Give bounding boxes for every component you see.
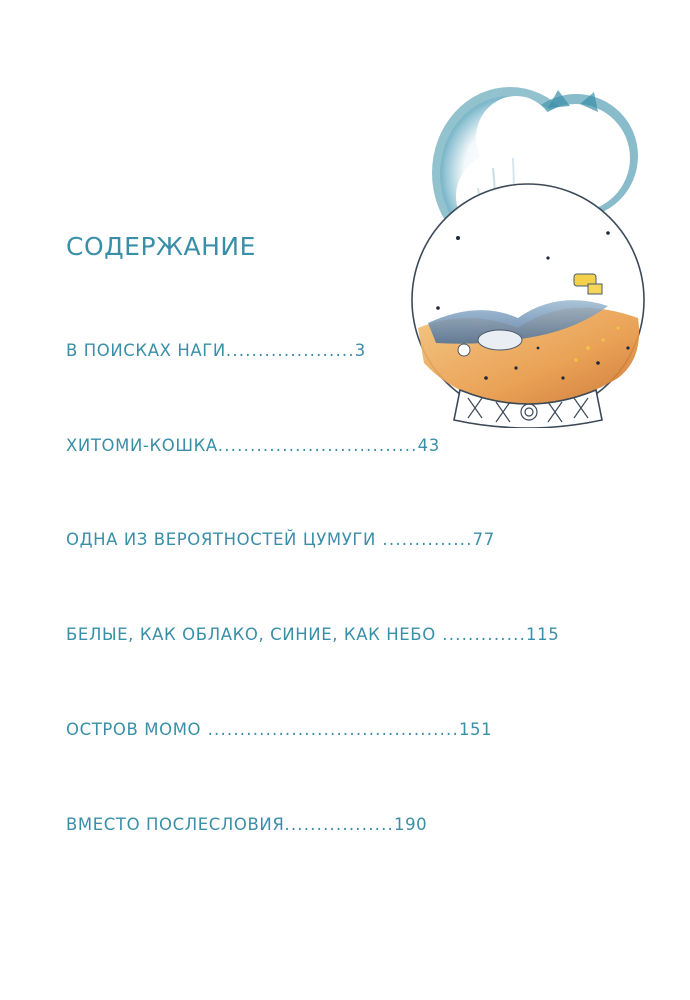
toc-entry[interactable] <box>66 815 427 834</box>
toc-entry-page: 190 <box>393 815 428 834</box>
toc-entry-page: 3 <box>354 341 366 360</box>
toc-entry[interactable] <box>66 720 492 739</box>
toc-entry-dots: ....................................... <box>201 720 459 739</box>
toc-entry[interactable] <box>66 436 440 455</box>
toc-entry-page: 151 <box>458 720 493 739</box>
toc-entry-dots: ................. <box>284 815 394 834</box>
toc-entry-title: БЕЛЫЕ, КАК ОБЛАКО, СИНИЕ, КАК НЕБО <box>66 625 436 644</box>
toc-entry-title: ВМЕСТО ПОСЛЕСЛОВИЯ <box>66 815 285 834</box>
toc-entry-page: 115 <box>526 625 560 644</box>
toc-entry-page: 43 <box>417 436 440 455</box>
toc-entry[interactable] <box>66 625 559 644</box>
toc-entry-title: ХИТОМИ-КОШКА <box>66 436 218 455</box>
toc-entry-page: 77 <box>472 530 495 549</box>
toc-entry[interactable] <box>66 530 495 549</box>
toc-entry-title: ОДНА ИЗ ВЕРОЯТНОСТЕЙ ЦУМУГИ <box>66 530 376 549</box>
toc-entry-title: ОСТРОВ МОМО <box>66 720 202 739</box>
toc-entry[interactable] <box>66 341 366 360</box>
toc-entry-dots: .................... <box>225 341 355 360</box>
toc-entry-title: В ПОИСКАХ НАГИ <box>66 341 226 360</box>
toc-title: СОДЕРЖАНИЕ <box>66 232 256 261</box>
glass-globe <box>412 184 644 416</box>
toc-entry-dots: ............................... <box>217 436 418 455</box>
snow-globe-cat-illustration <box>398 78 660 428</box>
toc-entry-dots: .............. <box>375 530 473 549</box>
toc-entry-dots: ............. <box>435 625 527 644</box>
